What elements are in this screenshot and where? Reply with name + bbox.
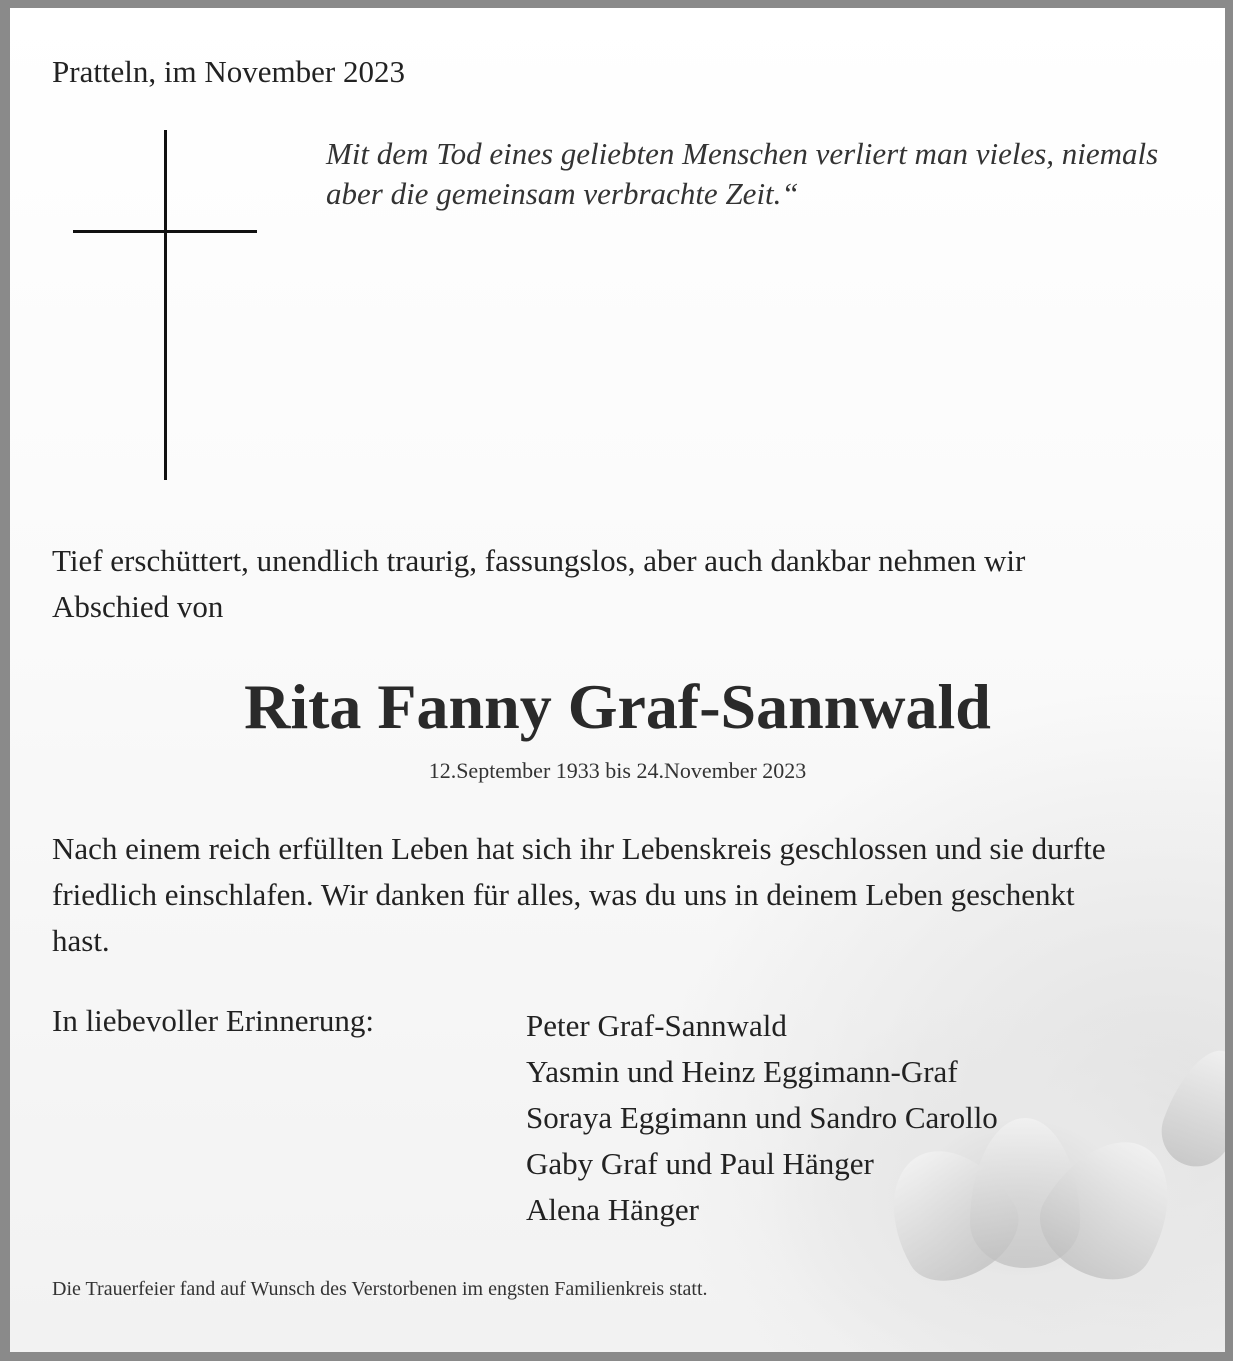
mourners-list	[526, 1003, 998, 1233]
obituary-page	[10, 8, 1225, 1352]
quote-line: Mit dem Tod eines geliebten Menschen verliert man vieles, niemals	[326, 136, 1159, 171]
cross-icon	[164, 130, 167, 480]
body-text	[52, 826, 1106, 964]
deceased-name: Rita Fanny Graf-Sannwald	[244, 671, 991, 742]
footer-note: Die Trauerfeier fand auf Wunsch des Verstorbenen im engsten Familienkreis statt.	[52, 1278, 708, 1300]
place-date: Pratteln, im November 2023	[52, 54, 405, 89]
water-lily-bud	[1152, 1040, 1225, 1177]
body-line: Nach einem reich erfüllten Leben hat sich ihr Lebenskreis geschlossen und sie durfte	[52, 831, 1106, 866]
mourner: Peter Graf-Sannwald	[526, 1008, 787, 1043]
mourner: Soraya Eggimann und Sandro Carollo	[526, 1100, 998, 1135]
memory-label: In liebevoller Erinnerung:	[52, 1003, 374, 1038]
mourner: Gaby Graf und Paul Hänger	[526, 1146, 874, 1181]
quote-line: aber die gemeinsam verbrachte Zeit.“	[326, 176, 799, 211]
intro-line: Abschied von	[52, 589, 224, 624]
mourner: Yasmin und Heinz Eggimann-Graf	[526, 1054, 958, 1089]
quote	[326, 134, 1158, 214]
cross-icon-bar	[73, 230, 257, 233]
life-dates: 12.September 1933 bis 24.November 2023	[428, 758, 807, 783]
intro-line: Tief erschüttert, unendlich traurig, fassungslos, aber auch dankbar nehmen wir	[52, 543, 1026, 578]
mourner: Alena Hänger	[526, 1192, 699, 1227]
intro-text	[52, 538, 1025, 630]
body-line: hast.	[52, 923, 110, 958]
body-line: friedlich einschlafen. Wir danken für alles, was du uns in deinem Leben geschenkt	[52, 877, 1075, 912]
